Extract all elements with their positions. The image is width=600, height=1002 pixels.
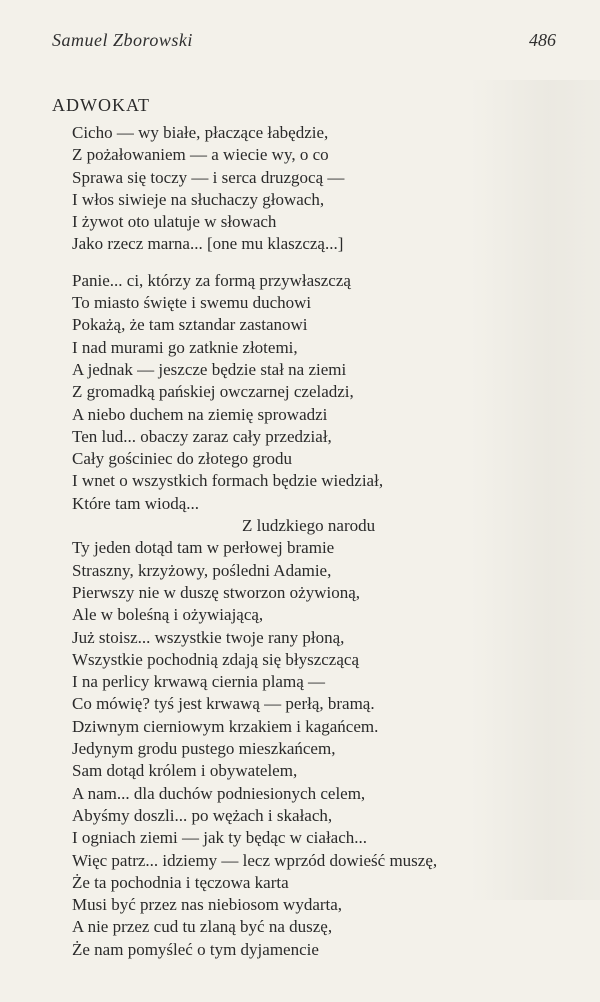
verse-line: A niebo duchem na ziemię sprowadzi bbox=[72, 404, 328, 424]
verse-line: I nad murami go zatknie złotemi, bbox=[72, 337, 298, 357]
verse-line: A jednak — jeszcze będzie stał na ziemi bbox=[72, 359, 347, 379]
author-name: Samuel Zborowski bbox=[52, 30, 193, 50]
verse-line: Z pożałowaniem — a wiecie wy, o co bbox=[72, 145, 329, 165]
verse-line: To miasto święte i swemu duchowi bbox=[72, 293, 312, 313]
verse-line: Więc patrz... idziemy — lecz wprzód dowieść muszę, bbox=[72, 850, 438, 870]
verse-line: Wszystkie pochodnią zdają się błyszczącą bbox=[72, 649, 359, 669]
verse-line: A nam... dla duchów podniesionych celem, bbox=[72, 783, 366, 803]
poem-title: ADWOKAT bbox=[52, 95, 150, 115]
verse-line: Abyśmy doszli... po wężach i skałach, bbox=[72, 805, 333, 825]
verse-line: Że nam pomyśleć o tym dyjamencie bbox=[72, 939, 319, 959]
verse-line: I wnet o wszystkich formach będzie wiedział, bbox=[72, 471, 384, 491]
verse-line: Musi być przez nas niebiosom wydarta, bbox=[72, 895, 343, 915]
verse-line: Już stoisz... wszystkie twoje rany płoną, bbox=[72, 627, 345, 647]
verse-line: I na perlicy krwawą ciernia plamą — bbox=[72, 672, 325, 692]
verse-line: Jako rzecz marna... [one mu klaszczą...] bbox=[72, 234, 344, 254]
verse-line: I włos siwieje na słuchaczy głowach, bbox=[72, 189, 325, 209]
verse-line: Co mówię? tyś jest krwawą — perłą, bramą. bbox=[72, 694, 375, 714]
verse-line: Sam dotąd królem i obywatelem, bbox=[72, 761, 298, 781]
verse-line: Pokażą, że tam sztandar zastanowi bbox=[72, 315, 308, 335]
stanza-1 bbox=[52, 122, 562, 256]
verse-line: Straszny, krzyżowy, pośledni Adamie, bbox=[72, 560, 332, 580]
verse-line: I ogniach ziemi — jak ty będąc w ciałach... bbox=[72, 828, 368, 848]
verse-line: Jedynym grodu pustego mieszkańcem, bbox=[72, 739, 336, 759]
stanza-break bbox=[52, 256, 562, 270]
verse-line: Dziwnym cierniowym krzakiem i kagańcem. bbox=[72, 716, 379, 736]
verse-line: Panie... ci, którzy za formą przywłaszczą bbox=[72, 270, 351, 290]
verse-line: I żywot oto ulatuje w słowach bbox=[72, 212, 277, 232]
verse-line: Cały gościniec do złotego grodu bbox=[72, 449, 293, 469]
verse-line: Ten lud... obaczy zaraz cały przedział, bbox=[72, 426, 332, 446]
poem bbox=[52, 94, 562, 961]
verse-line-continuation: Z ludzkiego narodu bbox=[242, 516, 376, 536]
verse-line: A nie przez cud tu zlaną być na duszę, bbox=[72, 917, 333, 937]
verse-line: Które tam wiodą... bbox=[72, 493, 199, 513]
running-head bbox=[52, 30, 556, 54]
verse-line: Pierwszy nie w duszę stworzon ożywioną, bbox=[72, 582, 360, 602]
verse-line: Że ta pochodnia i tęczowa karta bbox=[72, 872, 289, 892]
page-number: 486 bbox=[529, 30, 556, 50]
verse-line: Sprawa się toczy — i serca druzgocą — bbox=[72, 167, 345, 187]
verse-line: Z gromadką pańskiej owczarnej czeladzi, bbox=[72, 382, 354, 402]
verse-line: Ale w boleśną i ożywiającą, bbox=[72, 605, 264, 625]
verse-line: Cicho — wy białe, płaczące łabędzie, bbox=[72, 123, 329, 142]
verse-line: Ty jeden dotąd tam w perłowej bramie bbox=[72, 538, 335, 558]
stanza-2 bbox=[52, 270, 562, 961]
